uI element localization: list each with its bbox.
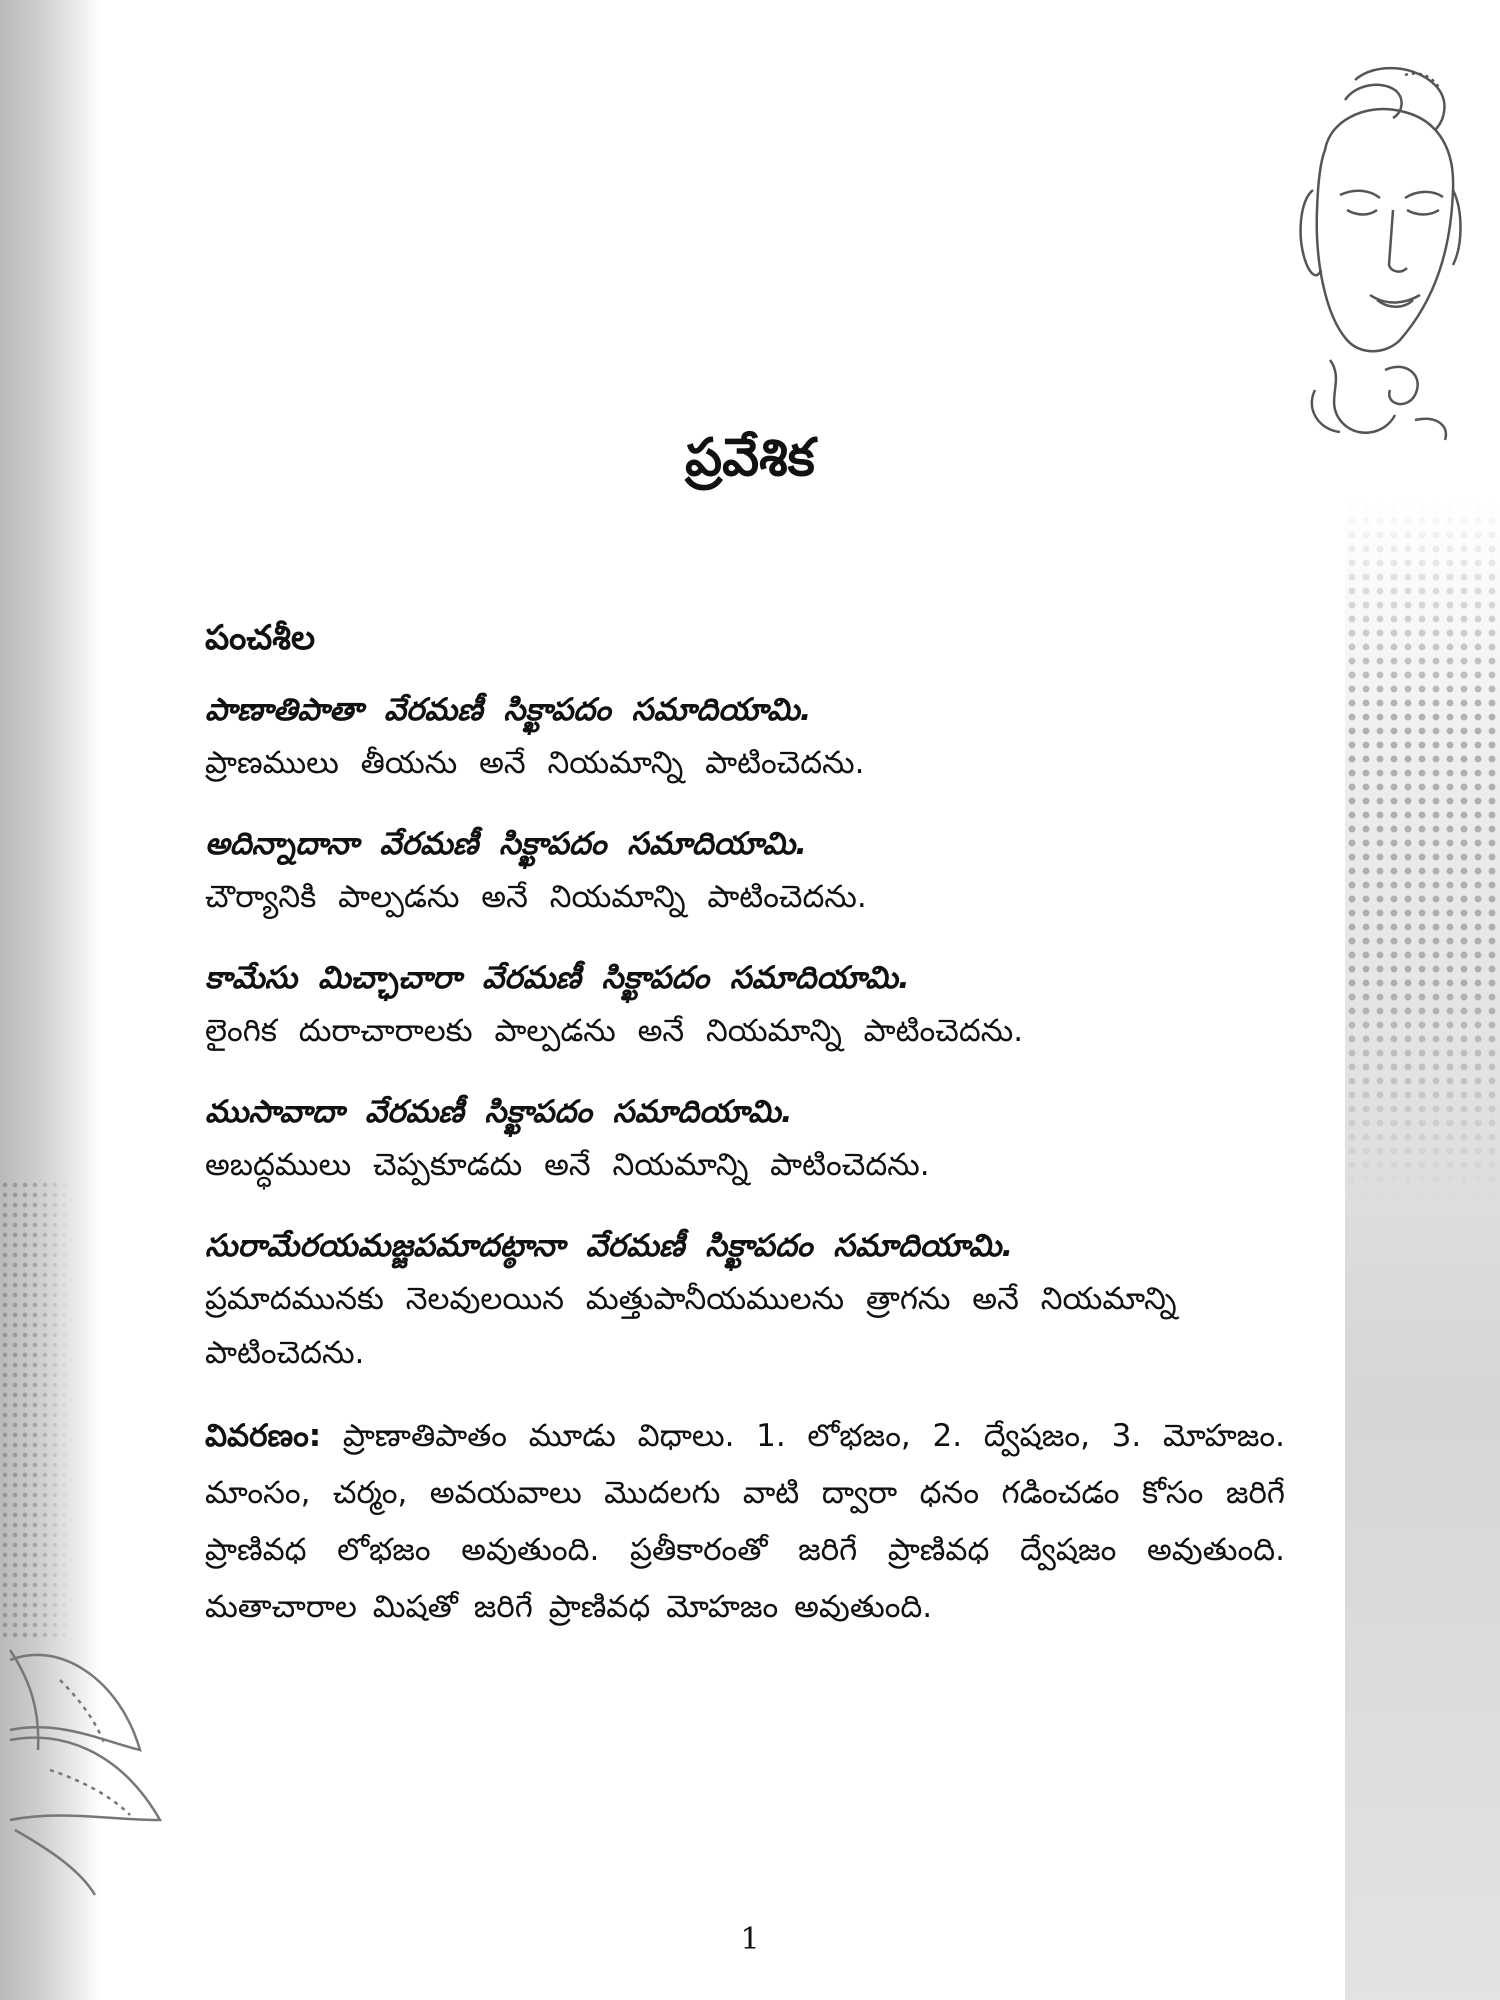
telugu-translation: ప్రమాదమునకు నెలవులయిన మత్తుపానీయములను త్రాగను అనే నియమాన్ని పాటించెదను. bbox=[205, 1281, 1177, 1371]
telugu-translation: చౌర్యానికి పాల్పడను అనే నియమాన్ని పాటించెదను. bbox=[205, 879, 867, 915]
explanation-text: ప్రాణాతిపాతం మూడు విధాలు. 1. లోభజం, 2. ద్వేషజం, 3. మోహజం. మాంసం, చర్మం, అవయవాలు మొదలగు వాటి ద్వారా ధనం గడించడం కోసం జరిగే ప్రాణివధ లోభజం అవుతుంది. ప్రతీకారంతో జరిగే ప్రాణివధ ద్వేషజం అవుతుంది. మతాచారాల మిషతో జరిగే ప్రాణివధ మోహజం అవుతుంది. bbox=[205, 1418, 1285, 1625]
pali-verse: సురామేరయమజ్జపమాదట్ఠానా వేరమణీ సిక్ఖాపదం సమాదియామి. bbox=[205, 1228, 1014, 1264]
pali-verse: పాణాతిపాతా వేరమణీ సిక్ఖాపదం సమాదియామి. bbox=[205, 692, 812, 728]
explanation-label: వివరణం: bbox=[205, 1418, 322, 1454]
precept-2 bbox=[205, 818, 1285, 924]
precept-5 bbox=[205, 1220, 1285, 1380]
lotus-flower-illustration bbox=[0, 1620, 180, 1900]
pali-verse: ముసావాదా వేరమణీ సిక్ఖాపదం సమాదియామి. bbox=[205, 1094, 793, 1130]
precept-4 bbox=[205, 1086, 1285, 1192]
telugu-translation: లైంగిక దురాచారాలకు పాల్పడను అనే నియమాన్ని పాటించెదను. bbox=[205, 1013, 1024, 1049]
explanation-paragraph bbox=[205, 1408, 1285, 1636]
page-title: ప్రవేశిక bbox=[685, 428, 815, 488]
telugu-translation: ప్రాణములు తీయను అనే నియమాన్ని పాటించెదను. bbox=[205, 745, 865, 781]
page-number: 1 bbox=[740, 1922, 760, 1957]
right-halftone-pattern bbox=[1345, 500, 1500, 1200]
precept-1 bbox=[205, 684, 1285, 790]
pali-verse: అదిన్నాదానా వేరమణీ సిక్ఖాపదం సమాదియామి. bbox=[205, 826, 808, 862]
pali-verse: కామేసు మిచ్ఛాచారా వేరమణీ సిక్ఖాపదం సమాదియామి. bbox=[205, 960, 910, 996]
precept-3 bbox=[205, 952, 1285, 1058]
page-content bbox=[205, 600, 1285, 1636]
section-heading: పంచశీల bbox=[205, 618, 316, 658]
left-halftone-pattern bbox=[0, 1180, 70, 1640]
buddha-head-illustration bbox=[1285, 60, 1465, 450]
telugu-translation: అబద్ధములు చెప్పకూడదు అనే నియమాన్ని పాటించెదను. bbox=[205, 1147, 930, 1183]
